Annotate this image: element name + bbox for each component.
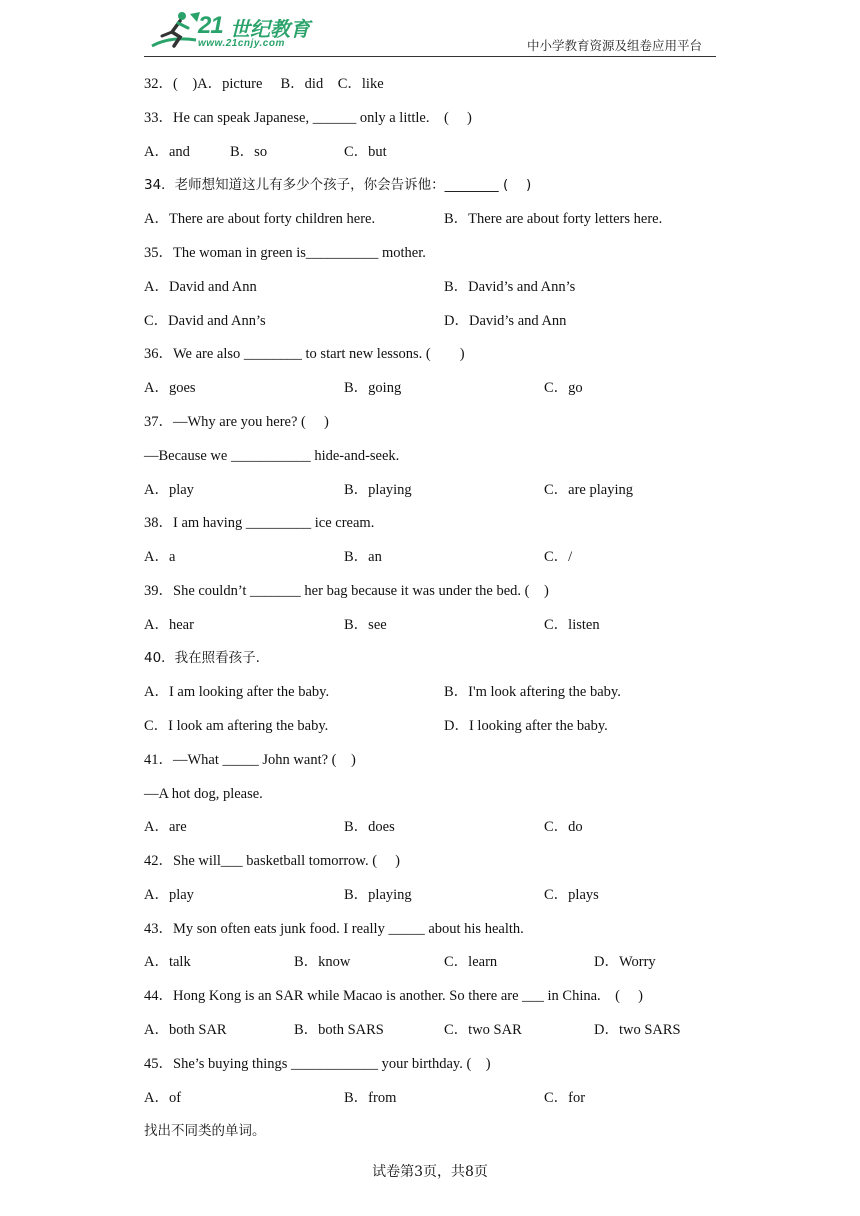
- option-text: C．two SAR: [444, 1022, 522, 1038]
- line-text: 34．老师想知道这儿有多少个孩子，你会告诉他：________ ( ): [144, 177, 532, 193]
- line-text: 42．She will___ basketball tomorrow. ( ): [144, 853, 400, 869]
- line-text: A．goes: [144, 380, 196, 396]
- logo-name: 世纪教育: [230, 17, 310, 41]
- running-figure-icon: [144, 10, 202, 52]
- line-text: A．of: [144, 1090, 182, 1106]
- line-text: 45．She’s buying things ____________ your birthday. ( ): [144, 1056, 491, 1072]
- line-text: C．I look am aftering the baby.: [144, 718, 329, 734]
- option-text: B．going: [344, 380, 402, 396]
- line-text: —A hot dog, please.: [144, 786, 263, 802]
- option-text: C．/: [544, 549, 573, 565]
- option-text: B．both SARS: [294, 1022, 384, 1038]
- option-text: B．does: [344, 819, 395, 835]
- option-text: B．an: [344, 549, 382, 565]
- line-text: —Because we ___________ hide-and-seek.: [144, 448, 400, 464]
- logo: [144, 8, 314, 52]
- page-header: [144, 8, 716, 57]
- option-text: C．go: [544, 380, 583, 396]
- line-text: A．hear: [144, 617, 194, 633]
- line-text: 41．—What _____ John want? ( ): [144, 752, 356, 768]
- line-text: A．David and Ann: [144, 279, 257, 295]
- line-text: 36．We are also ________ to start new lessons. ( ): [144, 346, 465, 362]
- line-text: 37．—Why are you here? ( ): [144, 414, 329, 430]
- option-text: D．two SARS: [594, 1022, 681, 1038]
- line-text: A．I am looking after the baby.: [144, 684, 330, 700]
- option-text: D．David’s and Ann: [444, 313, 567, 329]
- page-footer: 试卷第3页，共8页: [372, 1164, 488, 1180]
- option-text: B．know: [294, 954, 351, 970]
- option-text: B．playing: [344, 482, 412, 498]
- option-text: D．Worry: [594, 954, 656, 970]
- option-text: B．There are about forty letters here.: [444, 211, 663, 227]
- option-text: C．but: [344, 144, 387, 160]
- line-text: 33．He can speak Japanese, ______ only a little. ( ): [144, 110, 472, 126]
- line-text: C．David and Ann’s: [144, 313, 266, 329]
- line-text: A．both SAR: [144, 1022, 227, 1038]
- line-text: 32．( )A．picture B．did C．like: [144, 76, 384, 92]
- line-text: A．talk: [144, 954, 191, 970]
- line-text: 43．My son often eats junk food. I really _____ about his health.: [144, 921, 524, 937]
- line-text: 39．She couldn’t _______ her bag because it was under the bed. ( ): [144, 583, 549, 599]
- line-text: A．There are about forty children here.: [144, 211, 376, 227]
- logo-number: 21: [198, 12, 223, 39]
- line-text: 40．我在照看孩子.: [144, 650, 260, 666]
- option-text: B．see: [344, 617, 387, 633]
- option-text: C．for: [544, 1090, 586, 1106]
- option-text: C．plays: [544, 887, 599, 903]
- platform-name: 中小学教育资源及组卷应用平台: [526, 38, 702, 53]
- line-text: A．play: [144, 482, 194, 498]
- option-text: C．listen: [544, 617, 600, 633]
- line-text: A．and: [144, 144, 190, 160]
- option-text: B．playing: [344, 887, 412, 903]
- line-text: A．play: [144, 887, 194, 903]
- option-text: B．so: [230, 144, 268, 160]
- line-text: 44．Hong Kong is an SAR while Macao is another. So there are ___ in China. ( ): [144, 988, 643, 1004]
- line-text: A．are: [144, 819, 187, 835]
- option-text: B．from: [344, 1090, 397, 1106]
- option-text: C．do: [544, 819, 583, 835]
- line-text: 38．I am having _________ ice cream.: [144, 515, 375, 531]
- line-text: 35．The woman in green is__________ mother.: [144, 245, 426, 261]
- line-text: A．a: [144, 549, 176, 565]
- option-text: C．are playing: [544, 482, 633, 498]
- line-text: 找出不同类的单词。: [144, 1123, 266, 1139]
- option-text: B．David’s and Ann’s: [444, 279, 576, 295]
- logo-url: www.21cnjy.com: [198, 38, 285, 49]
- option-text: B．I'm look aftering the baby.: [444, 684, 621, 700]
- option-text: C．learn: [444, 954, 498, 970]
- option-text: D．I looking after the baby.: [444, 718, 608, 734]
